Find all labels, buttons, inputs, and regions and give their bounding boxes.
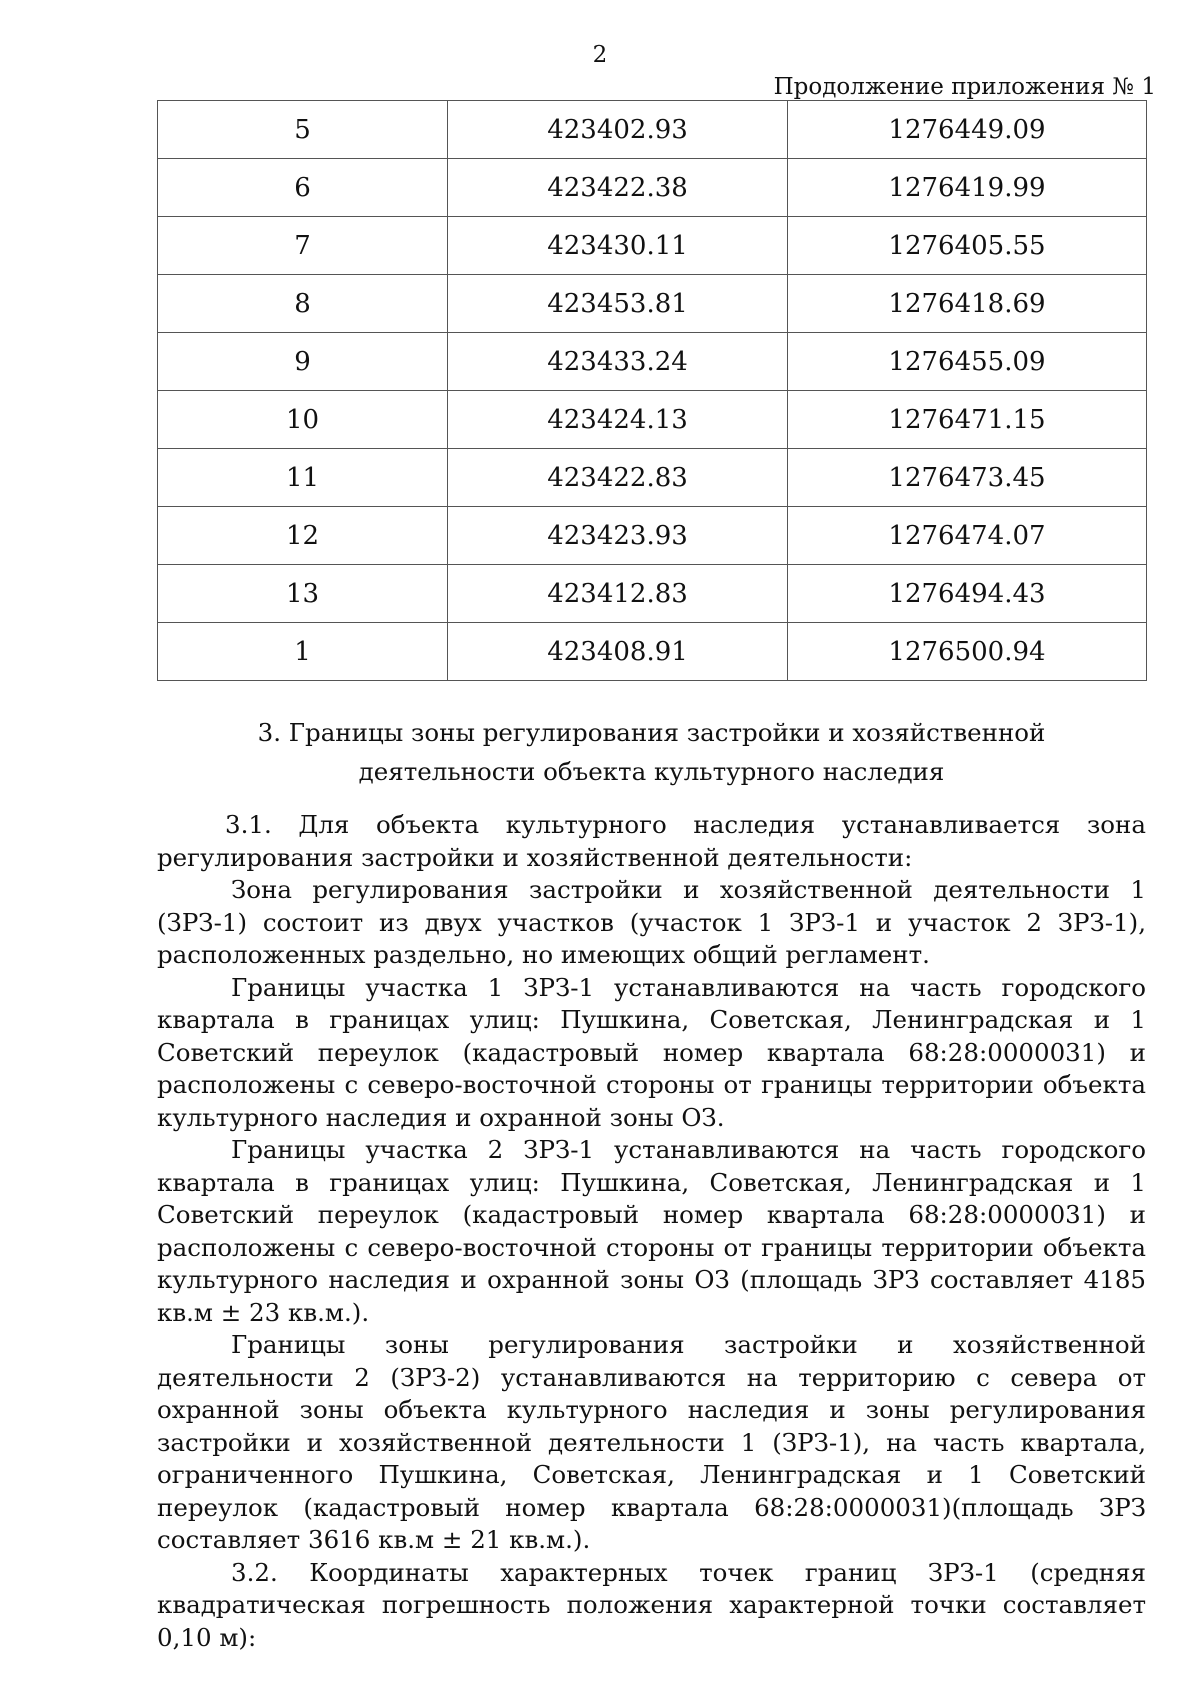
paragraph: Границы участка 2 ЗРЗ-1 устанавливаются на часть городского квартала в границах улиц: Пушкина, Советская, Ленинградская и 1 Советский переулок (кадастровый номер квартала 68:28:0000031) и расположены с северо-восточной стороны от границы территории объекта культурного наследия и охранной зоны ОЗ (площадь ЗРЗ составляет 4185 кв.м ± 23 кв.м.). — [157, 1135, 1146, 1327]
table-row — [158, 449, 1147, 507]
paragraph: Зона регулирования застройки и хозяйственной деятельности 1 (ЗРЗ-1) состоит из двух участков (участок 1 ЗРЗ-1 и участок 2 ЗРЗ-1), расположенных раздельно, но имеющих общий регламент. — [157, 875, 1146, 969]
y-coordinate-cell: 1276455.09 — [788, 333, 1147, 391]
y-coordinate-cell: 1276449.09 — [788, 101, 1147, 159]
x-coordinate-cell: 423402.93 — [448, 101, 788, 159]
x-coordinate-cell: 423424.13 — [448, 391, 788, 449]
table-row — [158, 101, 1147, 159]
point-number-cell: 11 — [158, 449, 448, 507]
section-title-line: деятельности объекта культурного наследия — [358, 757, 945, 786]
point-number-cell: 13 — [158, 565, 448, 623]
x-coordinate-cell: 423423.93 — [448, 507, 788, 565]
x-coordinate-cell: 423430.11 — [448, 217, 788, 275]
table-row — [158, 565, 1147, 623]
table-row — [158, 333, 1147, 391]
section-title — [157, 713, 1146, 791]
table-row — [158, 275, 1147, 333]
table-row — [158, 391, 1147, 449]
x-coordinate-cell: 423422.83 — [448, 449, 788, 507]
point-number-cell: 12 — [158, 507, 448, 565]
x-coordinate-cell: 423422.38 — [448, 159, 788, 217]
paragraph: 3.2. Координаты характерных точек границ ЗРЗ-1 (средняя квадратическая погрешность положения характерной точки составляет 0,10 м): — [157, 1557, 1146, 1652]
point-number-cell: 8 — [158, 275, 448, 333]
x-coordinate-cell: 423408.91 — [448, 623, 788, 681]
y-coordinate-cell: 1276474.07 — [788, 507, 1147, 565]
point-number-cell: 10 — [158, 391, 448, 449]
point-number-cell: 1 — [158, 623, 448, 681]
x-coordinate-cell: 423453.81 — [448, 275, 788, 333]
x-coordinate-cell: 423412.83 — [448, 565, 788, 623]
continuation-label: Продолжение приложения № 1 — [773, 74, 1156, 100]
point-number-cell: 9 — [158, 333, 448, 391]
table-row — [158, 507, 1147, 565]
y-coordinate-cell: 1276494.43 — [788, 565, 1147, 623]
section-body — [157, 809, 1146, 1654]
point-number-cell: 5 — [158, 101, 448, 159]
y-coordinate-cell: 1276471.15 — [788, 391, 1147, 449]
paragraph: Границы участка 1 ЗРЗ-1 устанавливаются на часть городского квартала в границах улиц: Пушкина, Советская, Ленинградская и 1 Советский переулок (кадастровый номер квартала 68:28:0000031) и расположены с северо-восточной стороны от границы территории объекта культурного наследия и охранной зоны ОЗ. — [157, 972, 1146, 1132]
point-number-cell: 6 — [158, 159, 448, 217]
paragraph: Границы зоны регулирования застройки и хозяйственной деятельности 2 (ЗРЗ-2) устанавливаются на территорию с севера от охранной зоны объекта культурного наследия и зоны регулирования застройки и хозяйственной деятельности 1 (ЗРЗ-1), на часть квартала, ограниченного Пушкина, Советская, Ленинградская и 1 Советский переулок (кадастровый номер квартала 68:28:0000031)(площадь ЗРЗ составляет 3616 кв.м ± 21 кв.м.). — [157, 1330, 1146, 1554]
table-row — [158, 217, 1147, 275]
y-coordinate-cell: 1276500.94 — [788, 623, 1147, 681]
paragraph: 3.1. Для объекта культурного наследия устанавливается зона регулирования застройки и хозяйственной деятельности: — [157, 810, 1146, 872]
page-number: 2 — [592, 42, 608, 68]
point-number-cell: 7 — [158, 217, 448, 275]
table-row — [158, 159, 1147, 217]
y-coordinate-cell: 1276418.69 — [788, 275, 1147, 333]
x-coordinate-cell: 423433.24 — [448, 333, 788, 391]
coordinates-table — [157, 100, 1147, 681]
y-coordinate-cell: 1276419.99 — [788, 159, 1147, 217]
y-coordinate-cell: 1276405.55 — [788, 217, 1147, 275]
table-row — [158, 623, 1147, 681]
y-coordinate-cell: 1276473.45 — [788, 449, 1147, 507]
section-title-line: 3. Границы зоны регулирования застройки и хозяйственной — [257, 718, 1046, 747]
